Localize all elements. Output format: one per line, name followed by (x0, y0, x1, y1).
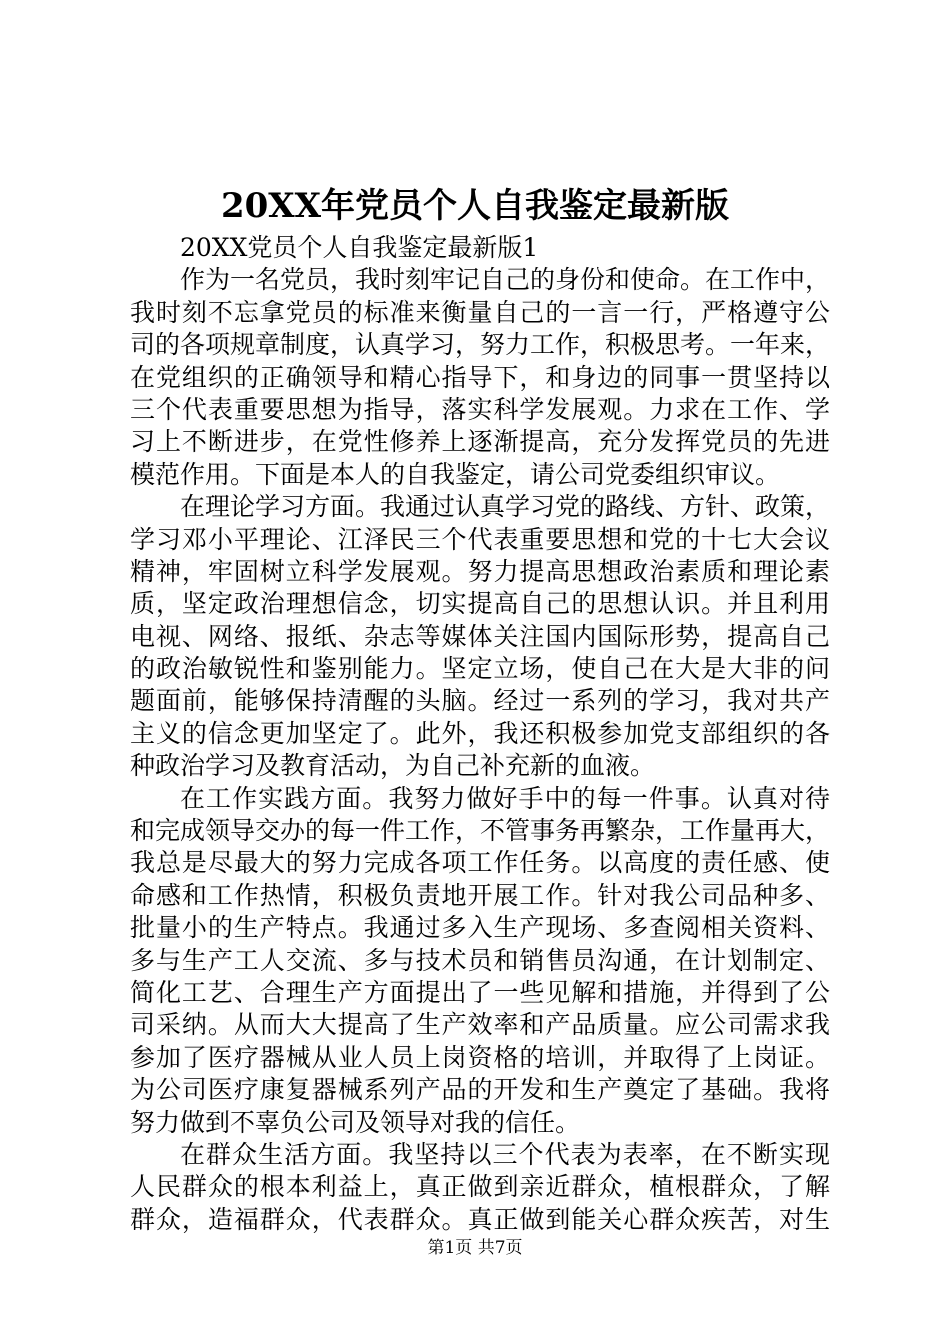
body-line: 司采纳。从而大大提高了生产效率和产品质量。应公司需求我 (130, 1010, 830, 1040)
body-line: 参加了医疗器械从业人员上岗资格的培训，并取得了上岗证。 (130, 1042, 830, 1072)
body-line: 精神，牢固树立科学发展观。努力提高思想政治素质和理论素 (130, 556, 830, 586)
body-line: 模范作用。下面是本人的自我鉴定，请公司党委组织审议。 (130, 459, 781, 489)
body-line: 群众，造福群众，代表群众。真正做到能关心群众疾苦，对生 (130, 1204, 830, 1234)
document-body (130, 232, 830, 1236)
body-line: 题面前，能够保持清醒的头脑。经过一系列的学习，我对共产 (130, 686, 830, 716)
body-line: 和完成领导交办的每一件工作，不管事务再繁杂，工作量再大， (130, 816, 830, 846)
body-line: 质，坚定政治理想信念，切实提高自己的思想认识。并且利用 (130, 589, 830, 619)
body-line: 的政治敏锐性和鉴别能力。坚定立场，使自己在大是大非的问 (130, 654, 830, 684)
body-line: 在工作实践方面。我努力做好手中的每一件事。认真对待 (180, 783, 830, 813)
body-line: 在理论学习方面。我通过认真学习党的路线、方针、政策， (180, 492, 830, 522)
body-line: 在群众生活方面。我坚持以三个代表为表率，在不断实现 (180, 1139, 830, 1169)
body-line: 电视、网络、报纸、杂志等媒体关注国内国际形势，提高自己 (130, 621, 830, 651)
document-title: 20XX年党员个人自我鉴定最新版 (220, 186, 730, 226)
body-line: 为公司医疗康复器械系列产品的开发和生产奠定了基础。我将 (130, 1075, 830, 1105)
body-line: 批量小的生产特点。我通过多入生产现场、多查阅相关资料、 (130, 913, 830, 943)
body-line: 学习邓小平理论、江泽民三个代表重要思想和党的十七大会议 (130, 524, 830, 554)
body-line: 人民群众的根本利益上，真正做到亲近群众，植根群众，了解 (130, 1172, 830, 1202)
body-line: 种政治学习及教育活动，为自己补充新的血液。 (130, 751, 656, 781)
body-line: 作为一名党员，我时刻牢记自己的身份和使命。在工作中， (180, 265, 830, 295)
body-line: 简化工艺、合理生产方面提出了一些见解和措施，并得到了公 (130, 977, 830, 1007)
body-line: 习上不断进步，在党性修养上逐渐提高，充分发挥党员的先进 (130, 427, 830, 457)
body-line: 我总是尽最大的努力完成各项工作任务。以高度的责任感、使 (130, 848, 830, 878)
body-line: 司的各项规章制度，认真学习，努力工作，积极思考。一年来， (130, 330, 830, 360)
body-line: 努力做到不辜负公司及领导对我的信任。 (130, 1107, 581, 1137)
page-footer: 第1页 共7页 (427, 1238, 523, 1258)
body-line: 多与生产工人交流、多与技术员和销售员沟通，在计划制定、 (130, 945, 830, 975)
body-line: 我时刻不忘拿党员的标准来衡量自己的一言一行，严格遵守公 (130, 297, 830, 327)
body-line: 在党组织的正确领导和精心指导下，和身边的同事一贯坚持以 (130, 362, 830, 392)
body-line: 三个代表重要思想为指导，落实科学发展观。力求在工作、学 (130, 394, 830, 424)
body-line: 主义的信念更加坚定了。此外，我还积极参加党支部组织的各 (130, 718, 830, 748)
subtitle-line: 20XX党员个人自我鉴定最新版1 (180, 233, 539, 262)
body-line: 命感和工作热情，积极负责地开展工作。针对我公司品种多、 (130, 880, 830, 910)
